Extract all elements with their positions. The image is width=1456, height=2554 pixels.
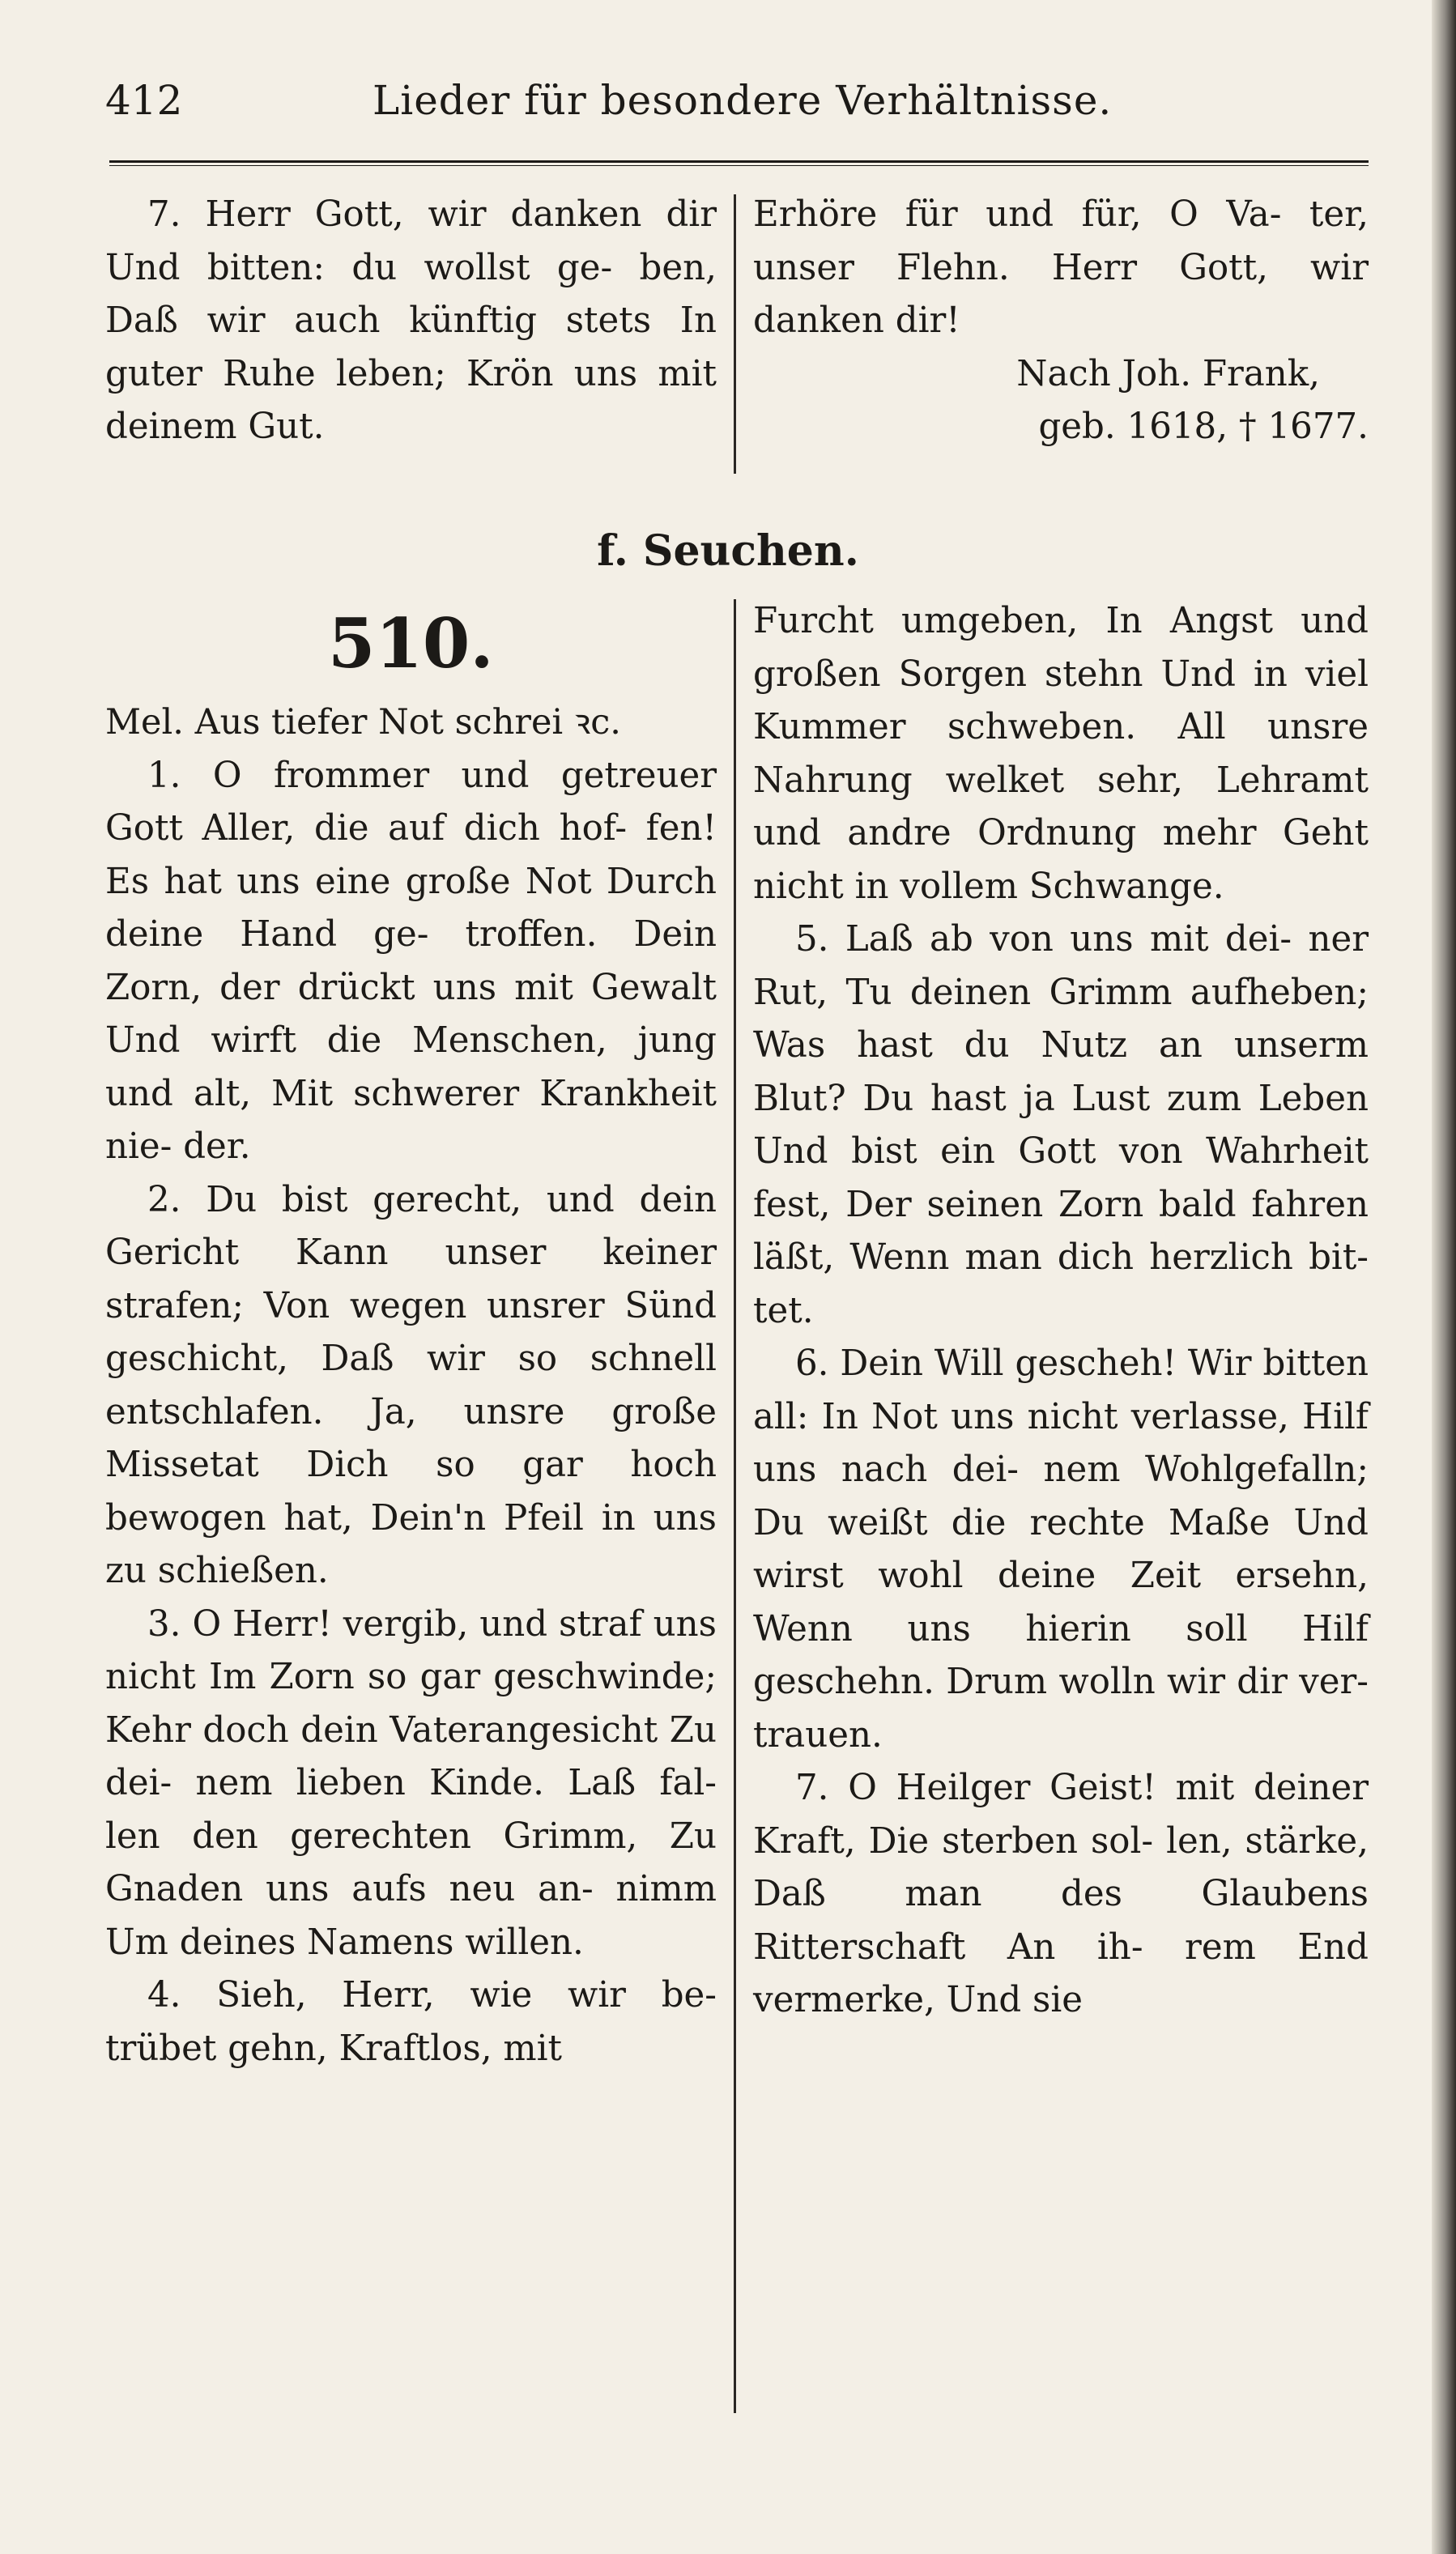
hymn-left-column <box>105 696 717 2075</box>
page-number: 412 <box>105 77 183 124</box>
previous-hymn-closing <box>753 189 1369 454</box>
hymn-number: 510. <box>328 603 494 683</box>
author-name: Nach Joh. Frank, <box>1016 353 1320 394</box>
verse-5: 5. Laß ab von uns mit dei- ner Rut, Tu deinen Grimm aufheben; Was hast du Nutz an unserm Blut? Du hast ja Lust zum Leben Und bist ein Gott von Wahrheit fest, Der seinen Zorn bald fahren läßt, Wenn man dich herzlich bit- tet. <box>753 919 1369 1331</box>
verse-6: 6. Dein Will gescheh! Wir bitten all: In Not uns nicht verlasse, Hilf uns nach dei- nem Wohlgefalln; Du weißt die rechte Maße Und wirst wohl deine Zeit ersehn, Wenn uns hierin soll Hilf geschehn. Drum wolln wir dir ver- trauen. <box>753 1343 1369 1756</box>
verse-2: 2. Du bist gerecht, und dein Gericht Kann unser keiner strafen; Von wegen unsrer Sünd geschicht, Daß wir so schnell entschlafen. Ja, unsre große Missetat Dich so gar hoch bewogen hat, Dein'n Pfeil in uns zu schießen. <box>105 1179 717 1591</box>
verse-7: 7. O Heilger Geist! mit deiner Kraft, Die sterben sol- len, stärke, Daß man des Glaubens Ritterschaft An ih- rem End vermerke, Und sie <box>753 1768 1369 2020</box>
column-rule-top <box>734 194 736 474</box>
header-rule <box>109 160 1369 166</box>
verse-1: 1. O frommer und getreuer Gott Aller, die auf dich hof- fen! Es hat uns eine große Not Durch deine Hand ge- troffen. Dein Zorn, der drückt uns mit Gewalt Und wirft die Menschen, jung und alt, Mit schwerer Krankheit nie- der. <box>105 755 717 1167</box>
previous-hymn-final-verse <box>105 189 717 454</box>
verse-text: Erhöre für und für, O Va- ter, unser Flehn. Herr Gott, wir danken dir! <box>753 194 1369 341</box>
verse-4-continued: Furcht umgeben, In Angst und großen Sorgen stehn Und in viel Kummer schweben. All unsre Nahrung welket sehr, Lehramt und andre Ordnung mehr Geht nicht in vollem Schwange. <box>753 601 1369 907</box>
verse-3: 3. O Herr! vergib, und straf uns nicht Im Zorn so gar geschwinde; Kehr doch dein Vaterangesicht Zu dei- nem lieben Kinde. Laß fal- len den gerechten Grimm, Zu Gnaden uns aufs neu an- nimm Um deines Namens willen. <box>105 1603 717 1963</box>
book-spine-shadow <box>1432 0 1456 2554</box>
page-header <box>105 77 1369 142</box>
hymn-right-column <box>753 595 1369 2028</box>
column-rule-main <box>734 599 736 2413</box>
author-dates: geb. 1618, † 1677. <box>1038 407 1369 447</box>
running-title: Lieder für besondere Verhältnisse. <box>373 77 1113 124</box>
verse-4: 4. Sieh, Herr, wie wir be- trübet gehn, Kraftlos, mit <box>105 1975 717 2069</box>
section-heading: f. Seuchen. <box>597 526 859 576</box>
melody-line: Mel. Aus tiefer Not schrei ꝛc. <box>105 702 621 743</box>
verse-text: 7. Herr Gott, wir danken dir Und bitten: du wollst ge- ben, Daß wir auch künftig stets In guter Ruhe leben; Krön uns mit deinem Gut. <box>105 194 717 447</box>
